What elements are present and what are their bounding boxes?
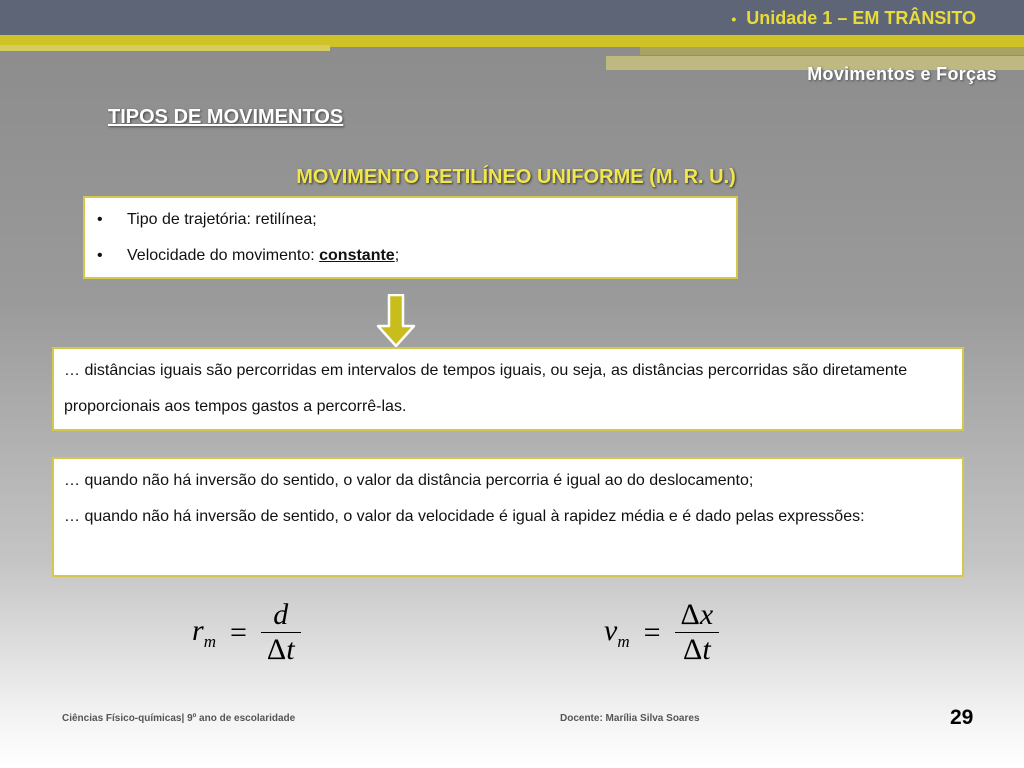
trajectory-text: Tipo de trajetória: retilínea; (127, 211, 317, 228)
delta-symbol: Δ (680, 598, 700, 631)
equals-sign: = (229, 615, 247, 649)
footer-teacher: Docente: Marília Silva Soares (560, 713, 700, 724)
section-title: TIPOS DE MOVIMENTOS (108, 106, 344, 128)
fraction-numerator (675, 598, 720, 632)
fraction (261, 598, 301, 667)
formula-lhs-var: r (192, 613, 204, 647)
conditions-box (52, 457, 964, 577)
page-number: 29 (950, 706, 974, 729)
displacement-var: x (699, 598, 714, 631)
delta-symbol: Δ (266, 633, 287, 666)
velocity-suffix: ; (394, 247, 400, 264)
characteristics-box (83, 196, 738, 279)
bullet: • (97, 247, 103, 264)
condition-line-2: … quando não há inversão de sentido, o valor da velocidade é igual à rapidez média e é dado pelas expressões: (64, 508, 865, 525)
slide-subtitle: Movimentos e Forças (807, 64, 997, 84)
velocity-emphasis: constante (319, 247, 395, 264)
velocity-prefix: Velocidade do movimento: (127, 247, 320, 264)
header-stripe-left (0, 45, 330, 51)
formula-lhs-sub: m (617, 631, 630, 651)
fraction-denominator (675, 632, 720, 667)
footer-course: Ciências Físico-químicas| 9º ano de escolaridade (62, 713, 296, 724)
list-item (97, 202, 736, 238)
mru-title: MOVIMENTO RETILÍNEO UNIFORME (M. R. U.) (296, 166, 736, 188)
explanation-box: … distâncias iguais são percorridas em intervalos de tempos iguais, ou seja, as distâncias percorridas são diretamente proporcionais aos tempos gastos a percorrê-las. (52, 347, 964, 431)
bullet: • (97, 211, 103, 228)
formula-velocidade-media (604, 598, 719, 667)
formula-rapidez-media (192, 598, 301, 667)
unit-title-text: Unidade 1 – EM TRÂNSITO (746, 8, 976, 28)
fraction-numerator: d (273, 598, 289, 631)
formula-lhs (604, 613, 630, 651)
formula-lhs-var: v (604, 613, 618, 647)
list-item (97, 238, 736, 274)
time-var: t (702, 633, 711, 666)
unit-bullet: • (731, 11, 737, 27)
condition-line-1: … quando não há inversão do sentido, o valor da distância percorria é igual ao do deslocamento; (64, 472, 754, 489)
unit-title (731, 8, 976, 29)
header-stripe-right-upper (640, 47, 1024, 55)
delta-symbol: Δ (683, 633, 703, 666)
velocity-text (127, 238, 399, 274)
time-var: t (286, 633, 295, 666)
fraction-denominator (261, 632, 301, 667)
fraction (675, 598, 720, 667)
formula-lhs (192, 613, 216, 651)
formula-lhs-sub: m (203, 631, 216, 651)
equals-sign: = (643, 615, 661, 649)
arrow-down-icon (376, 294, 416, 348)
